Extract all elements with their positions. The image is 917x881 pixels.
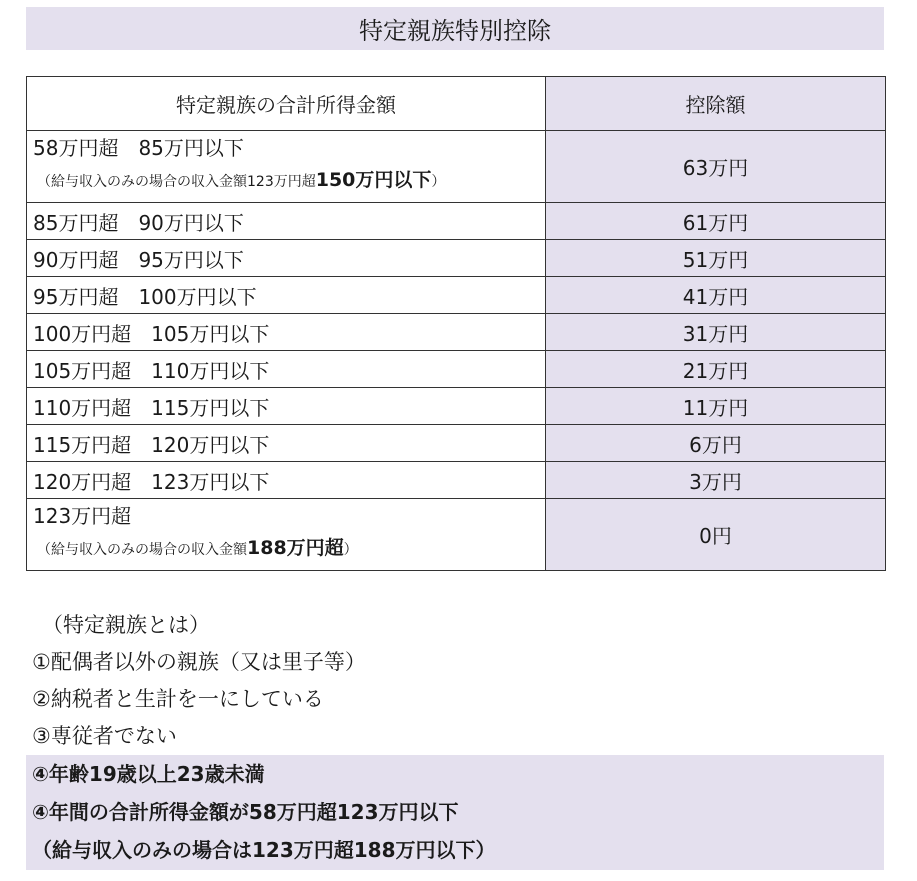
note-prefix: （給与収入のみの場合の収入金額 xyxy=(37,542,247,558)
income-range-cell xyxy=(27,499,546,571)
table-row xyxy=(27,131,886,203)
highlighted-condition: ④年間の合計所得金額が58万円超123万円以下 xyxy=(32,800,459,824)
income-range: 120万円超 123万円以下 xyxy=(27,462,546,499)
income-range: 110万円超 115万円以下 xyxy=(27,388,546,425)
income-range: 100万円超 105万円以下 xyxy=(27,314,546,351)
income-column-header: 特定親族の合計所得金額 xyxy=(27,77,546,131)
note-suffix: ） xyxy=(431,174,446,190)
table-row xyxy=(27,277,886,314)
income-range-cell xyxy=(27,131,546,203)
table-row xyxy=(27,351,886,388)
deduction-amount: 61万円 xyxy=(546,203,886,240)
table-row xyxy=(27,240,886,277)
table-row xyxy=(27,499,886,571)
deduction-amount: 3万円 xyxy=(546,462,886,499)
income-range: 123万円超 xyxy=(33,504,132,528)
deduction-amount: 11万円 xyxy=(546,388,886,425)
deduction-amount: 41万円 xyxy=(546,277,886,314)
deduction-amount: 21万円 xyxy=(546,351,886,388)
deduction-amount: 0円 xyxy=(546,499,886,571)
income-range: 90万円超 95万円以下 xyxy=(27,240,546,277)
highlighted-conditions xyxy=(26,755,884,870)
deduction-amount: 63万円 xyxy=(546,131,886,203)
note-prefix: （給与収入のみの場合の収入金額123万円超 xyxy=(37,174,316,190)
note-bold: 150万円以下 xyxy=(315,169,432,191)
income-range: 58万円超 85万円以下 xyxy=(33,136,244,160)
table-row xyxy=(27,425,886,462)
income-range: 95万円超 100万円以下 xyxy=(27,277,546,314)
table-row xyxy=(27,462,886,499)
highlighted-condition: （給与収入のみの場合は123万円超188万円以下） xyxy=(32,838,496,862)
deduction-amount: 6万円 xyxy=(546,425,886,462)
condition-item: ②納税者と生計を一にしている xyxy=(32,687,324,711)
table-row xyxy=(27,314,886,351)
deduction-table xyxy=(26,76,886,571)
page-title: 特定親族特別控除 xyxy=(359,17,551,45)
condition-item: ①配偶者以外の親族（又は里子等） xyxy=(32,650,366,674)
deduction-amount: 31万円 xyxy=(546,314,886,351)
deduction-amount: 51万円 xyxy=(546,240,886,277)
income-range: 105万円超 110万円以下 xyxy=(27,351,546,388)
table-row xyxy=(27,388,886,425)
salary-income-note xyxy=(33,163,545,199)
salary-income-note xyxy=(33,531,545,567)
definition-notes xyxy=(26,606,884,870)
income-range: 85万円超 90万円以下 xyxy=(27,203,546,240)
note-suffix: ） xyxy=(343,542,358,558)
title-bar xyxy=(26,7,884,50)
table-header-row xyxy=(27,77,886,131)
notes-heading: （特定親族とは） xyxy=(42,613,210,637)
highlighted-condition: ④年齢19歳以上23歳未満 xyxy=(32,762,265,786)
amount-column-header: 控除額 xyxy=(546,77,886,131)
table-row xyxy=(27,203,886,240)
condition-item: ③専従者でない xyxy=(32,724,177,748)
note-bold: 188万円超 xyxy=(247,537,344,559)
income-range: 115万円超 120万円以下 xyxy=(27,425,546,462)
